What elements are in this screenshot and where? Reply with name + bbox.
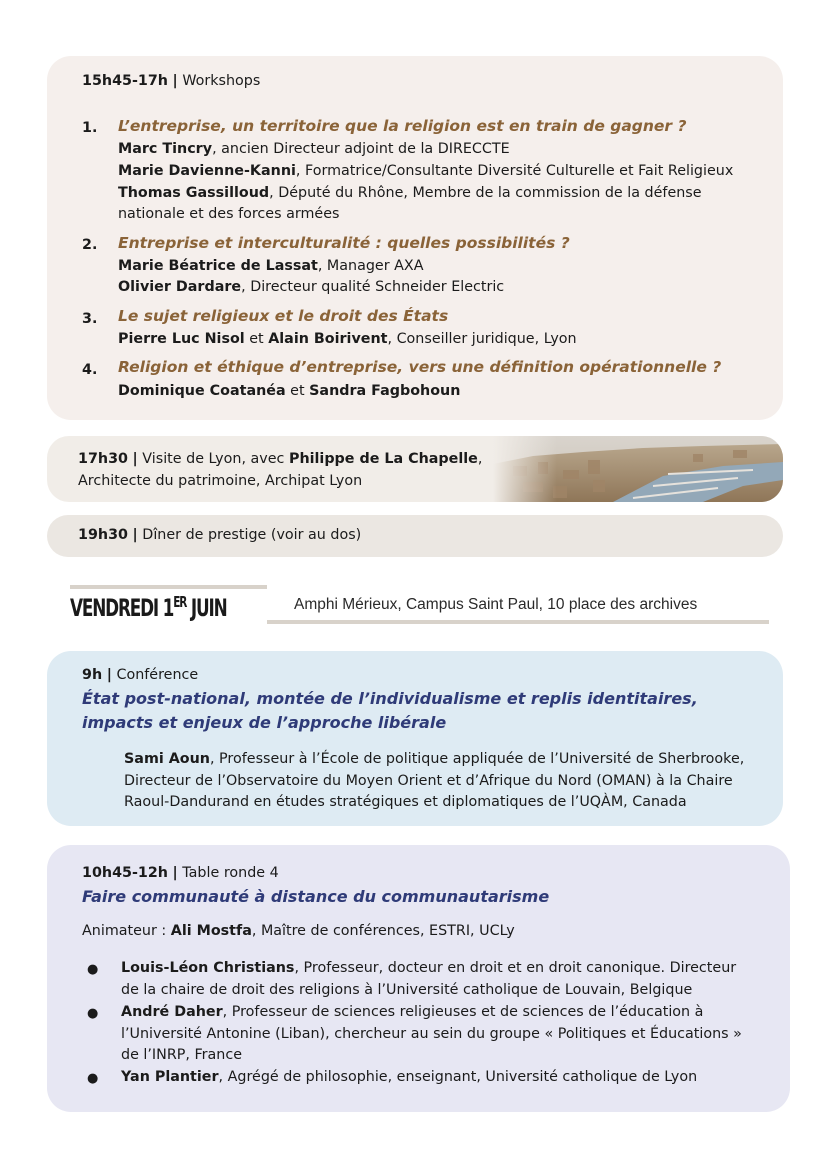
workshops-time: 15h45-17h [82,73,168,89]
speaker-name: Dominique Coatanéa [118,383,286,399]
day-month: JUIN [186,594,227,622]
conference-label: Conférence [111,667,199,683]
comma: , [477,451,483,467]
workshop-title: Entreprise et interculturalité : quelles possibilités ? [118,234,570,252]
separator: | [172,865,178,881]
roundtable-time: 10h45-12h [82,865,168,881]
workshop-number: 4. [82,362,98,378]
conference-title-line-1: État post-national, montée de l’individualisme et replis identitaires, [82,689,698,708]
speaker-line [118,161,733,183]
speaker-name: Thomas Gassilloud [118,185,270,201]
dinner-text: Dîner de prestige (voir au dos) [137,527,362,543]
panelist-role: , Professeur, docteur en droit et en droit canonique. Directeur [294,960,737,976]
speaker-name: Sandra Fagbohoun [309,383,461,399]
panelist-name: Yan Plantier [121,1069,219,1085]
speaker-role: , Conseiller juridique, Lyon [387,331,577,347]
speaker-line [118,256,424,278]
speaker-role-continued: Directeur de l’Observatoire du Moyen Orient et d’Afrique du Nord (OMAN) à la Chaire [124,773,733,789]
speaker-line [118,381,460,403]
conference-time: 9h [82,667,103,683]
panelist-name: Louis-Léon Christians [121,960,295,976]
visit-time: 17h30 [78,451,128,467]
speaker-role: , Formatrice/Consultante Diversité Culturelle et Fait Religieux [295,163,734,179]
speaker-role: , Directeur qualité Schneider Electric [241,279,505,295]
workshop-number: 2. [82,237,98,253]
speaker-line [118,139,510,161]
speaker-name: Pierre Luc Nisol [118,331,245,347]
moderator-name: Ali Mostfa [170,923,252,939]
day-heading [70,593,226,623]
speaker-role-continued: Raoul-Dandurand en études stratégiques et diplomatiques de l’UQÀM, Canada [124,794,687,810]
conjunction: et [244,331,269,347]
workshops-title: Workshops [182,73,261,89]
bullet-icon: ● [87,962,99,977]
panelist-role-continued: de la chaire de droit des religions à l’Université catholique de Louvain, Belgique [121,982,693,998]
moderator-role: , Maître de conférences, ESTRI, UCLy [251,923,515,939]
day-heading-bar-top [70,585,267,589]
workshop-number: 3. [82,311,98,327]
conference-title-line-2: impacts et enjeux de l’approche libérale [82,713,447,732]
conference-header [82,665,198,687]
panelist-line [121,1067,697,1089]
panelist-role: , Professeur de sciences religieuses et de sciences de l’éducation à [222,1004,704,1020]
day-venue: Amphi Mérieux, Campus Saint Paul, 10 place des archives [294,596,698,613]
speaker-name: Alain Boirivent [268,331,388,347]
visit-line-1 [78,449,482,471]
bullet-icon: ● [87,1071,99,1086]
speaker-line [118,183,702,205]
panelist-role-continued: de l’INRP, France [121,1047,243,1063]
roundtable-label: Table ronde 4 [177,865,279,881]
panelist-name: André Daher [121,1004,223,1020]
workshop-title: Religion et éthique d’entreprise, vers une définition opérationnelle ? [118,358,722,376]
moderator-label: Animateur : [82,923,171,939]
panelist-line [121,958,736,980]
lyon-panorama-image [493,436,783,502]
speaker-line [118,329,577,351]
speaker-name: Marie Béatrice de Lassat [118,258,318,274]
dinner-line [78,525,361,547]
visit-text: Visite de Lyon, avec [137,451,289,467]
workshop-number: 1. [82,120,98,136]
speaker-role: , Député du Rhône, Membre de la commission de la défense [269,185,702,201]
workshop-title: L’entreprise, un territoire que la religion est en train de gagner ? [118,117,687,135]
speaker-role: , ancien Directeur adjoint de la DIRECCTE [212,141,510,157]
roundtable-title: Faire communauté à distance du communautarisme [82,887,550,906]
separator: | [132,451,138,467]
panelist-role: , Agrégé de philosophie, enseignant, Université catholique de Lyon [218,1069,698,1085]
day-ordinal: ER [173,593,187,611]
speaker-role: , Manager AXA [317,258,424,274]
panelist-role-continued: l’Université Antonine (Liban), chercheur au sein du groupe « Politiques et Éducations » [121,1026,742,1042]
workshop-title: Le sujet religieux et le droit des États [118,307,449,325]
day-heading-bar-bottom [267,620,769,624]
conjunction: et [285,383,310,399]
speaker-line [124,749,744,771]
dinner-time: 19h30 [78,527,128,543]
workshops-header [82,71,260,93]
roundtable-header [82,863,279,885]
speaker-name: Olivier Dardare [118,279,242,295]
panelist-line [121,1002,703,1024]
separator: | [132,527,138,543]
speaker-name: Sami Aoun [124,751,210,767]
speaker-name: Marc Tincry [118,141,213,157]
day-label: VENDREDI 1 [70,594,174,622]
bullet-icon: ● [87,1006,99,1021]
speaker-line [118,277,504,299]
speaker-name: Marie Davienne-Kanni [118,163,296,179]
speaker-role-continued: nationale et des forces armées [118,206,340,222]
speaker-role: , Professeur à l’École de politique appliquée de l’Université de Sherbrooke, [209,751,745,767]
separator: | [106,667,112,683]
moderator-line [82,921,515,943]
guide-name: Philippe de La Chapelle [288,451,478,467]
visit-line-2: Architecte du patrimoine, Archipat Lyon [78,473,363,489]
separator: | [172,73,178,89]
